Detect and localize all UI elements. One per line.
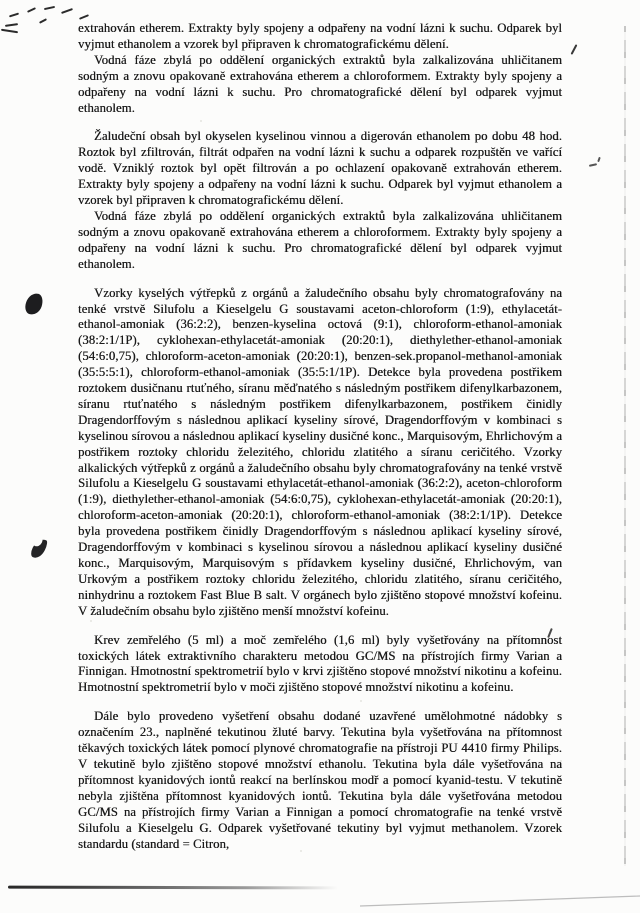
pen-mark-right-tick <box>597 157 601 162</box>
pen-stroke <box>27 7 36 13</box>
pen-stroke <box>61 8 73 14</box>
paragraph-aqueous-phase-1: Vodná fáze zbylá po oddělení organických extraktů byla zalkalizována uhličitanem sodným a znovu opakovaně extrahována etherem a chloroformem. Extrakty byly spojeny a odpařeny na vodní lázni k suchu. Pro chromatografické dělení byl odparek vyjmut ethanolem. <box>78 52 562 115</box>
scan-line-bottom <box>8 886 338 890</box>
pen-stroke <box>5 23 18 27</box>
paragraph-thin-layer-chromatography: Vzorky kyselých výtřepků z orgánů a žaludečního obsahu byly chromatografovány na tenké vrstvě Silufolu a Kieselgelu G soustavami aceton-chloroform (1:9), ethylacetát-ethanol-amoniak (36:2:2), benzen-kyselina octová (9:1), chloroform-ethanol-amoniak (38:2:1/1P), cyklohexan-ethylacetát-amoniak (20:20:1), diethylether-ethanol-amoniak (54:6:0,75), chloroform-aceton-amoniak (20:20:1), benzen-sek.propanol-methanol-amoniak (35:5:5:1), chloroform-ethanol-amoniak (35:5:1/1P). Detekce byla provedena postřikem roztokem dusičnanu rtuťného, síranu měďnatého s následným postřikem difenylkarbazonem, síranu rtuťnatého s následným postřikem difenylkarbazonem, postřikem činidly Dragendorffovým s následnou aplikací kyseliny sírové, Dragendorffovým v kombinaci s kyselinou sírovou a následnou aplikací kyseliny dusičné konc., Marquisovým, Ehrlichovým a postřikem roztoky chloridu železitého, chloridu zlatitého a síranu ceričitého. Vzorky alkalických výtřepků z orgánů a žaludečního obsahu byly chromatografovány na tenké vrstvě Silufolu a Kieselgelu G soustavami ethylacetát-ethanol-amoniak (36:2:2), aceton-chloroform (1:9), diethylether-ethanol-amoniak (54:6:0,75), cyklohexan-ethylacetát-amoniak (20:20:1), chloroform-aceton-amoniak (20:20:1), chloroform-ethanol-amoniak (38:2:1/1P). Detekce byla provedena postřikem činidly Dragendorffovým s následnou aplikací kyseliny sírové, Dragendorffovým v kombinaci s kyselinou sírovou a následnou aplikací kyseliny dusičné konc., Marquisovým, Marquisovým s přídavkem kyseliny dusičné, Ehrlichovým, van Urkovým a postřikem roztoky chloridu železitého, chloridu zlatitého, síranu ceričitého, ninhydrinu a roztokem Fast Blue B salt. V orgánech bylo zjištěno stopové množství kofeinu. V žaludečním obsahu bylo zjištěno menší množství kofeinu. <box>78 285 562 618</box>
paragraph-stomach-content: Žaludeční obsah byl okyselen kyselinou vinnou a digerován ethanolem po dobu 48 hod. Roztok byl zfiltrován, filtrát odpařen na vodní lázni k suchu a odparek rozpuštěn ve vařící vodě. Vzniklý roztok byl opět filtrován a po ochlazení opakovaně extrahován etherem. Extrakty byly spojeny a odpařeny na vodní lázni k suchu. Odparek byl vyjmut ethanolem a vzorek byl připraven k chromatografickému dělení. <box>78 129 562 208</box>
pen-mark-top-right <box>571 44 578 55</box>
paragraph-blood-urine-gcms: Krev zemřelého (5 ml) a moč zemřelého (1,6 ml) byly vyšetřovány na přítomnost toxických látek extraktivního charakteru metodou GC/MS na přístrojích firmy Varian a Finnigan. Hmotnostní spektrometrií bylo v krvi zjištěno stopové množství nikotinu a kofeinu. Hmotnostní spektrometrií bylo v moči zjištěno stopové množství nikotinu a kofeinu. <box>78 632 562 695</box>
ink-blot-middle <box>29 536 49 560</box>
pen-stroke <box>39 18 47 24</box>
document-text <box>78 21 562 852</box>
pen-stroke <box>79 14 89 20</box>
scan-streak-right <box>624 26 626 866</box>
pen-stroke <box>1 29 18 34</box>
paragraph-container-liquid: Dále bylo provedeno vyšetření obsahu dodané uzavřené umělohmotné nádobky s označením 23., naplněné tekutinou žluté barvy. Tekutina byla vyšetřována na přítomnost těkavých toxických látek pomocí plynové chromatografie na přístroji PU 4410 firmy Philips. V tekutině bylo zjištěno stopové množství ethanolu. Tekutina byla dále vyšetřována na přítomnost kyanidových iontů reakcí na berlínskou modř a pomocí kyanid-testu. V tekutině nebyla zjištěna přítomnost kyanidových iontů. Tekutina byla dále vyšetřována metodou GC/MS na přístrojích firmy Varian a Finnigan a pomocí chromatografie na tenké vrstvě Silufolu a Kieselgelu G. Odparek vyšetřované tekutiny byl vyjmut methanolem. Vzorek standardu (standard = Citron, <box>78 709 562 851</box>
pen-stroke <box>44 6 55 10</box>
ink-blot-top <box>23 291 45 317</box>
pen-mark-right <box>589 163 597 167</box>
pen-stroke <box>9 13 19 18</box>
paragraph-extraction-continuation: extrahován etherem. Extrakty byly spojeny a odpařeny na vodní lázni k suchu. Odparek byl vyjmut ethanolem a vzorek byl připraven k chromatografickému dělení. <box>78 21 562 51</box>
paragraph-aqueous-phase-2: Vodná fáze zbylá po oddělení organických extraktů byla zalkalizována uhličitanem sodným a znovu opakovaně extrahována etherem a chloroformem. Extrakty byly spojeny a odpařeny na vodní lázni k suchu. Pro chromatografické dělení byl odparek vyjmut ethanolem. <box>78 208 562 271</box>
scan-line-corner <box>355 892 640 912</box>
